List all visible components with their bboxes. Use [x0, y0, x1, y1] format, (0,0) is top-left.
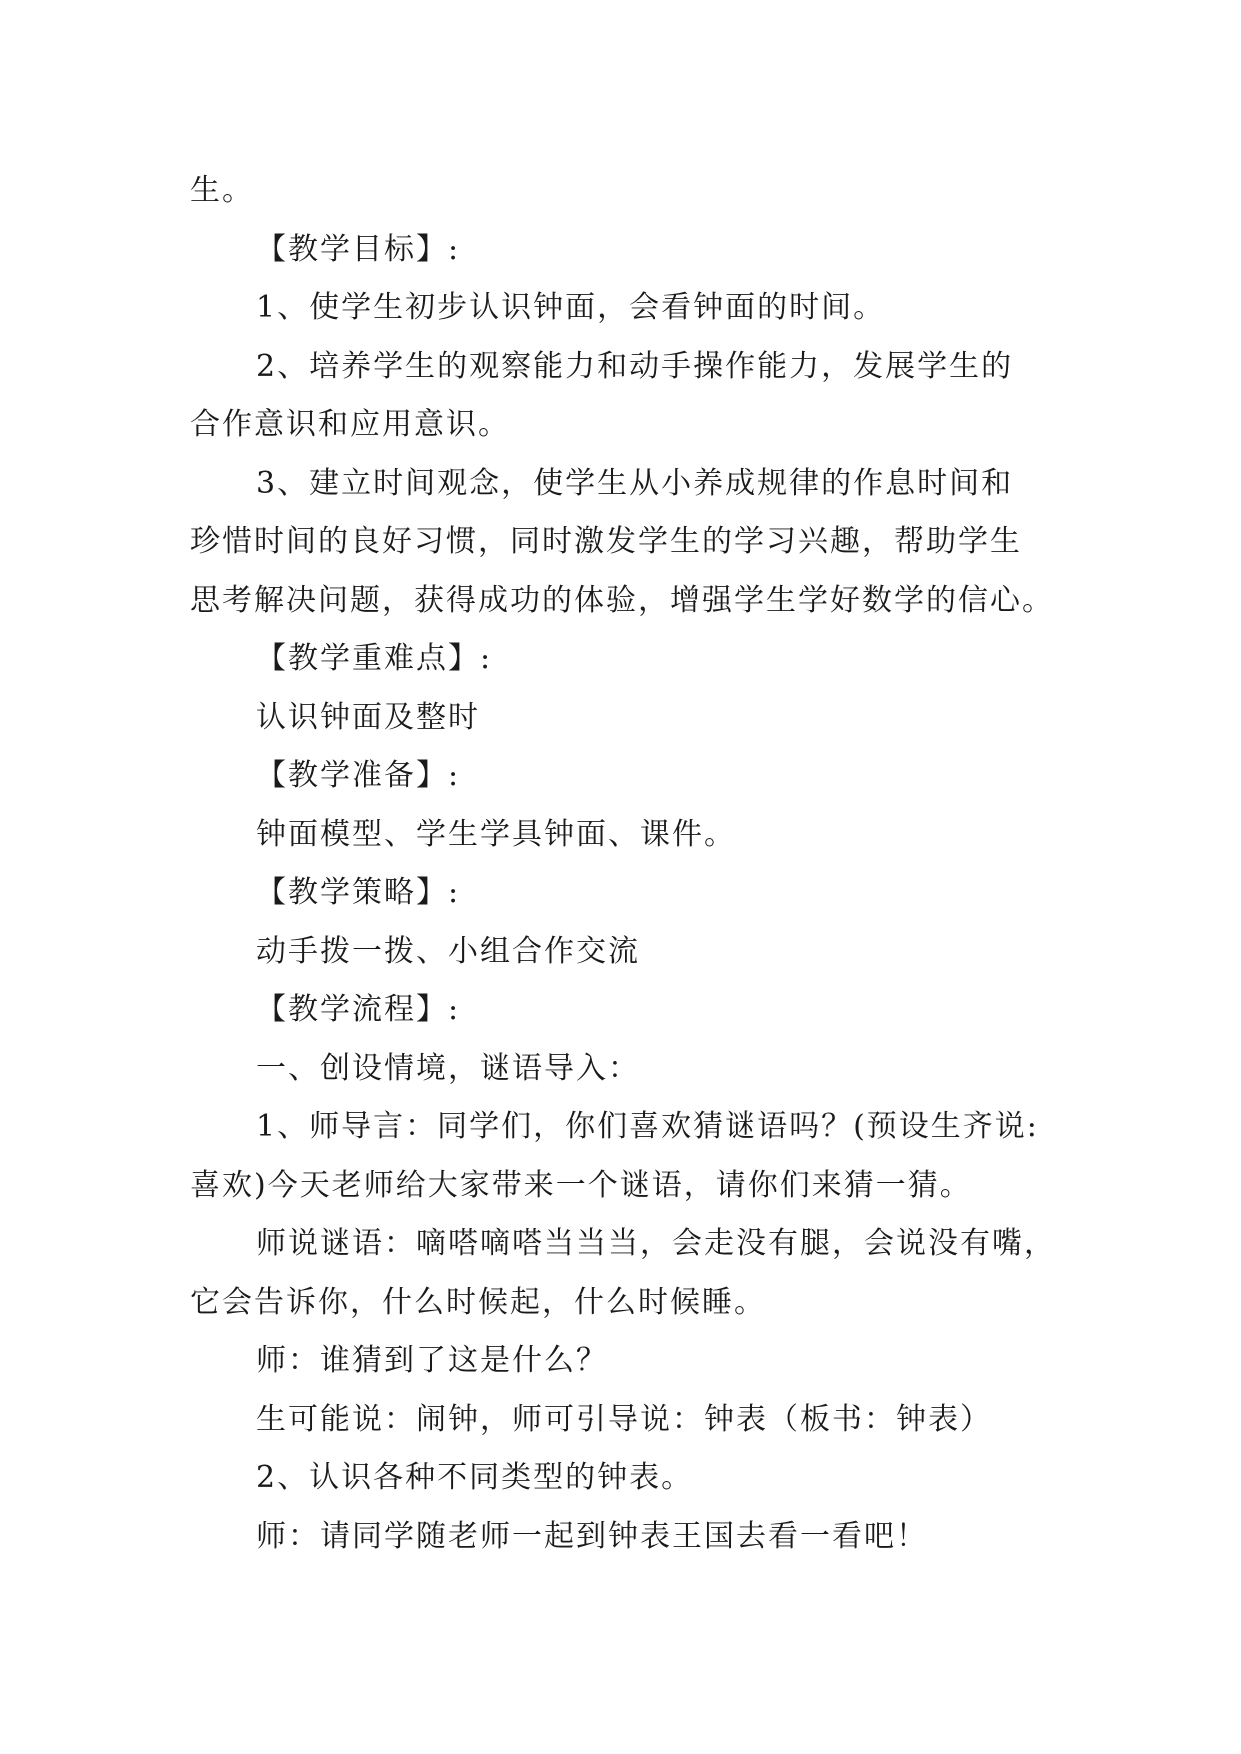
paragraph-line: 它会告诉你，什么时候起，什么时候睡。	[190, 1284, 766, 1320]
paragraph-line: 3、建立时间观念，使学生从小养成规律的作息时间和	[256, 465, 1014, 501]
paragraph-line: 师：谁猜到了这是什么？	[256, 1343, 608, 1378]
paragraph-line: 认识钟面及整时	[256, 699, 480, 735]
section-heading-process: 【教学流程】:	[256, 992, 461, 1027]
section-heading-teaching-goals: 【教学目标】:	[256, 231, 461, 267]
paragraph-line: 喜欢)今天老师给大家带来一个谜语，请你们来猜一猜。	[190, 1167, 972, 1203]
paragraph-line: 珍惜时间的良好习惯，同时激发学生的学习兴趣，帮助学生	[190, 524, 1022, 559]
paragraph-line: 1、使学生初步认识钟面，会看钟面的时间。	[256, 290, 886, 325]
paragraph-line: 师说谜语：嘀嗒嘀嗒当当当，会走没有腿，会说没有嘴，	[256, 1226, 1056, 1261]
paragraph-line: 合作意识和应用意识。	[190, 407, 510, 442]
section-heading-key-points: 【教学重难点】:	[256, 641, 493, 676]
paragraph-line: 生。	[190, 173, 254, 208]
paragraph-line: 2、认识各种不同类型的钟表。	[256, 1460, 694, 1495]
paragraph-line: 2、培养学生的观察能力和动手操作能力，发展学生的	[256, 348, 1014, 384]
paragraph-line: 动手拨一拨、小组合作交流	[256, 933, 640, 969]
section-heading-strategy: 【教学策略】:	[256, 875, 461, 910]
paragraph-line: 思考解决问题，获得成功的体验，增强学生学好数学的信心。	[190, 582, 1054, 618]
paragraph-line: 一、创设情境，谜语导入：	[256, 1050, 640, 1086]
document-page	[190, 162, 1056, 1566]
section-heading-preparation: 【教学准备】:	[256, 758, 461, 793]
paragraph-line: 师：请同学随老师一起到钟表王国去看一看吧！	[256, 1518, 928, 1554]
paragraph-line: 钟面模型、学生学具钟面、课件。	[256, 816, 736, 852]
paragraph-line: 生可能说：闹钟，师可引导说：钟表（板书：钟表）	[256, 1401, 992, 1437]
paragraph-line: 1、师导言：同学们，你们喜欢猜谜语吗？(预设生齐说:	[256, 1109, 1039, 1144]
